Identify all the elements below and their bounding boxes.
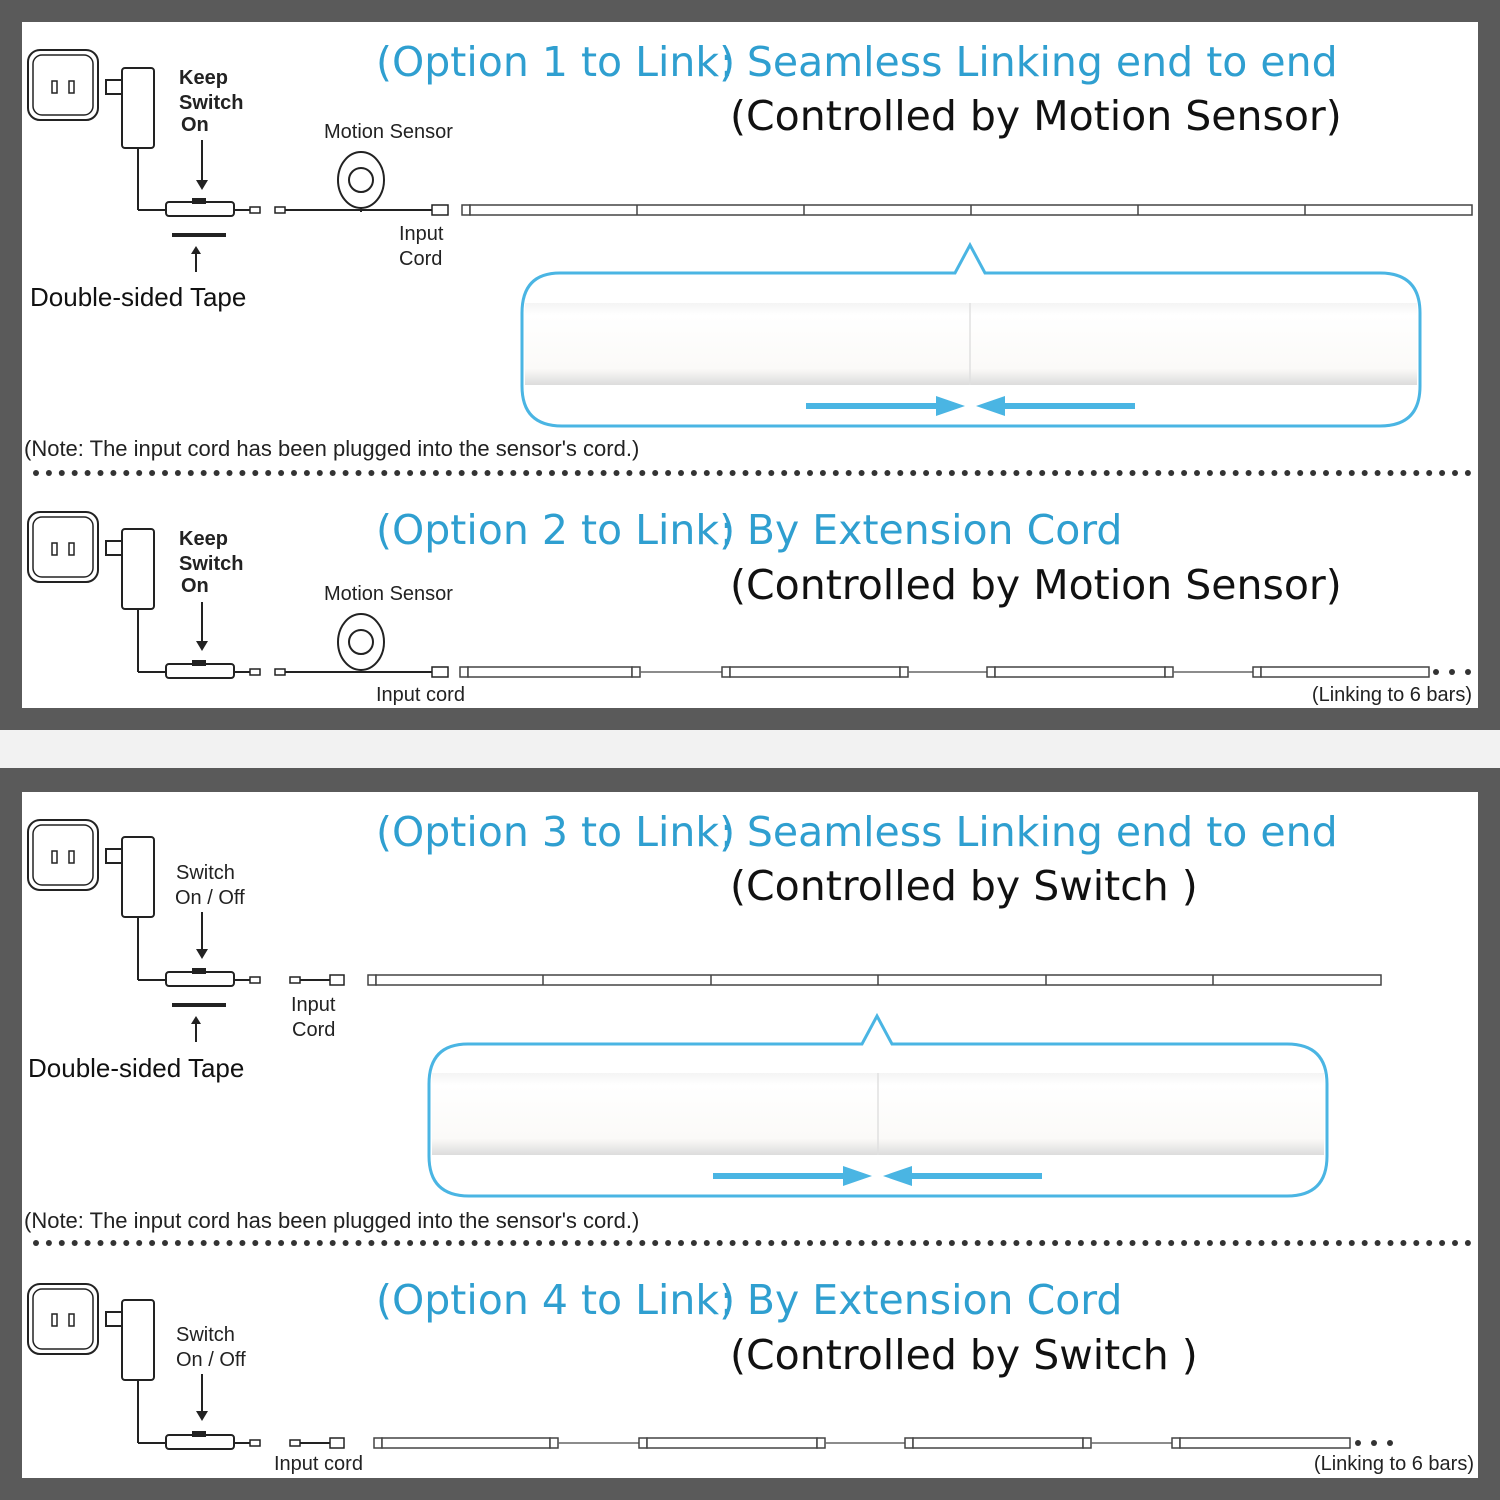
separator-dot	[497, 1240, 503, 1246]
separator-dot	[910, 470, 916, 476]
separator-dot	[1117, 1240, 1123, 1246]
separator-dot	[1336, 470, 1342, 476]
separator-dot	[188, 470, 194, 476]
separator-dot	[1233, 1240, 1239, 1246]
separator-dot	[265, 1240, 271, 1246]
tape-label: Double-sided Tape	[28, 1053, 245, 1083]
control-desc: (Controlled by Motion Sensor)	[730, 561, 1342, 609]
separator-dot	[1323, 470, 1329, 476]
separator-dot	[549, 470, 555, 476]
separator-dot	[85, 1240, 91, 1246]
separator-dot	[1130, 1240, 1136, 1246]
separator-dot	[897, 1240, 903, 1246]
separator-dot	[1207, 470, 1213, 476]
separator-dot	[98, 470, 104, 476]
separator-dot	[807, 1240, 813, 1246]
note-text: (Note: The input cord has been plugged into the sensor's cord.)	[24, 436, 640, 461]
separator-dot	[368, 1240, 374, 1246]
separator-dot	[962, 1240, 968, 1246]
separator-dot	[188, 1240, 194, 1246]
separator-dot	[330, 1240, 336, 1246]
separator-dot	[149, 470, 155, 476]
separator-dot	[1168, 470, 1174, 476]
separator-dot	[755, 470, 761, 476]
separator-dot	[446, 1240, 452, 1246]
separator-dot	[175, 1240, 181, 1246]
separator-dot	[239, 1240, 245, 1246]
separator-dot	[768, 470, 774, 476]
separator-dot	[1388, 470, 1394, 476]
separator-dot	[575, 1240, 581, 1246]
zoom-callout	[522, 245, 1420, 426]
separator-dot	[1413, 1240, 1419, 1246]
separator-dot	[1078, 470, 1084, 476]
control-desc: (Controlled by Switch )	[730, 1331, 1198, 1379]
separator-dot	[33, 470, 39, 476]
separator-dot	[85, 470, 91, 476]
separator-dot	[717, 1240, 723, 1246]
separator-dot	[433, 470, 439, 476]
separator-dot	[381, 470, 387, 476]
separator-dot	[1375, 470, 1381, 476]
control-desc: (Controlled by Switch )	[730, 862, 1198, 910]
separator-dot	[975, 1240, 981, 1246]
separator-dot	[1310, 1240, 1316, 1246]
separator-dot	[859, 470, 865, 476]
separator-dot	[239, 470, 245, 476]
separator-dot	[368, 470, 374, 476]
separator-dot	[1207, 1240, 1213, 1246]
separator-dot	[859, 1240, 865, 1246]
separator-dot	[614, 1240, 620, 1246]
separator-dot	[214, 1240, 220, 1246]
separator-dot	[420, 470, 426, 476]
separator-dot	[1349, 470, 1355, 476]
separator-dot	[1220, 1240, 1226, 1246]
separator-dot	[446, 470, 452, 476]
separator-dot	[485, 470, 491, 476]
control-desc: (Controlled by Motion Sensor)	[730, 92, 1342, 140]
separator-dot	[1439, 1240, 1445, 1246]
separator-dot	[949, 470, 955, 476]
link-desc: : By Extension Cord	[720, 1276, 1123, 1324]
separator-dot	[601, 1240, 607, 1246]
separator-dot	[755, 1240, 761, 1246]
separator-dot	[1078, 1240, 1084, 1246]
separator-dot	[1039, 470, 1045, 476]
separator-dot	[1297, 1240, 1303, 1246]
motion-sensor-icon	[338, 614, 384, 670]
separator-dot	[72, 1240, 78, 1246]
separator-dot	[1065, 470, 1071, 476]
separator-dot	[123, 1240, 129, 1246]
input-cord-label-1: Input	[399, 223, 444, 245]
separator-dot	[1168, 1240, 1174, 1246]
separator-dot	[1117, 470, 1123, 476]
switch-label-2: On / Off	[176, 1349, 246, 1371]
separator-dot	[149, 1240, 155, 1246]
input-cord-label-2: Cord	[292, 1019, 336, 1041]
separator-dot	[394, 1240, 400, 1246]
separator-dot	[562, 1240, 568, 1246]
separator-dot	[136, 470, 142, 476]
separator-dot	[356, 470, 362, 476]
separator-dot	[98, 1240, 104, 1246]
separator-dot	[420, 1240, 426, 1246]
separator-dot	[227, 470, 233, 476]
separator-dot	[1259, 470, 1265, 476]
separator-dot	[356, 1240, 362, 1246]
separator-dot	[510, 1240, 516, 1246]
input-cord-label-2: Cord	[399, 248, 443, 270]
separator-dot	[536, 1240, 542, 1246]
separator-dot	[162, 1240, 168, 1246]
separator-dot	[278, 1240, 284, 1246]
separator-dot	[1181, 470, 1187, 476]
separator-dot	[46, 470, 52, 476]
separator-dot	[278, 470, 284, 476]
separator-dot	[317, 470, 323, 476]
separator-dot	[1400, 1240, 1406, 1246]
separator-dot	[1452, 470, 1458, 476]
switch-label-1: Switch	[176, 862, 235, 884]
separator-dot	[1013, 470, 1019, 476]
separator-dot	[381, 1240, 387, 1246]
separator-dot	[459, 1240, 465, 1246]
separator-dot	[639, 1240, 645, 1246]
separator-dot	[910, 1240, 916, 1246]
switch-label-2: On / Off	[175, 887, 245, 909]
separator-dot	[1362, 470, 1368, 476]
separator-dot	[1271, 470, 1277, 476]
separator-dot	[1091, 470, 1097, 476]
separator-dot	[1001, 470, 1007, 476]
separator-dot	[691, 470, 697, 476]
separator-dot	[1310, 470, 1316, 476]
separator-dot	[227, 1240, 233, 1246]
separator-dot	[459, 470, 465, 476]
separator-dot	[626, 470, 632, 476]
separator-dot	[110, 470, 116, 476]
input-cord-label: Input cord	[376, 684, 465, 706]
separator-dot	[575, 470, 581, 476]
separator-dot	[1323, 1240, 1329, 1246]
separator-dot	[304, 470, 310, 476]
separator-dot	[59, 470, 65, 476]
separator-dot	[265, 470, 271, 476]
separator-dot	[884, 470, 890, 476]
separator-dot	[562, 470, 568, 476]
separator-dot	[1246, 1240, 1252, 1246]
separator-dot	[1194, 1240, 1200, 1246]
separator-dot	[1220, 470, 1226, 476]
separator-dot	[820, 1240, 826, 1246]
separator-dot	[214, 470, 220, 476]
separator-dot	[1465, 470, 1471, 476]
sensor-label: Motion Sensor	[324, 121, 453, 143]
separator-dot	[601, 470, 607, 476]
separator-dot	[846, 1240, 852, 1246]
separator-dot	[1349, 1240, 1355, 1246]
separator-dot	[1246, 470, 1252, 476]
link-desc: : Seamless Linking end to end	[720, 808, 1338, 856]
separator-dot	[1155, 470, 1161, 476]
separator-dot	[652, 1240, 658, 1246]
separator-dot	[975, 470, 981, 476]
separator-dot	[730, 470, 736, 476]
wall-outlet-icon	[28, 50, 98, 120]
separator-dot	[704, 470, 710, 476]
separator-dot	[59, 1240, 65, 1246]
switch-label-2: Switch	[179, 553, 244, 575]
separator-dot	[1426, 470, 1432, 476]
light-bar-chain	[462, 205, 1472, 215]
separator-dot	[110, 1240, 116, 1246]
separator-dot	[1233, 470, 1239, 476]
link-desc: : Seamless Linking end to end	[720, 38, 1338, 86]
separator-dot	[549, 1240, 555, 1246]
separator-dot	[833, 470, 839, 476]
separator-dot	[523, 470, 529, 476]
separator-dot	[1413, 470, 1419, 476]
separator-dot	[1181, 1240, 1187, 1246]
separator-dot	[794, 1240, 800, 1246]
wall-outlet-icon	[28, 1284, 98, 1354]
separator-dot	[201, 1240, 207, 1246]
separator-dot	[704, 1240, 710, 1246]
separator-dot	[743, 1240, 749, 1246]
separator-dot	[962, 470, 968, 476]
separator-dot	[1362, 1240, 1368, 1246]
tape-label: Double-sided Tape	[30, 282, 247, 312]
tape-strip	[172, 233, 226, 237]
separator-dot	[317, 1240, 323, 1246]
separator-dot	[510, 470, 516, 476]
switch-label-2: Switch	[179, 92, 244, 114]
separator-dot	[33, 1240, 39, 1246]
separator-dot	[665, 1240, 671, 1246]
separator-dot	[807, 470, 813, 476]
separator-dot	[652, 470, 658, 476]
separator-dot	[781, 470, 787, 476]
light-bar-chain	[368, 975, 1381, 985]
tape-strip	[172, 1003, 226, 1007]
separator-dot	[1388, 1240, 1394, 1246]
separator-dot	[1013, 1240, 1019, 1246]
separator-dot	[252, 470, 258, 476]
separator-dot	[291, 1240, 297, 1246]
separator-dot	[1142, 470, 1148, 476]
separator-dot	[678, 470, 684, 476]
separator-dot	[72, 470, 78, 476]
wall-outlet-icon	[28, 512, 98, 582]
switch-label-1: Keep	[179, 67, 228, 89]
separator-dot	[343, 470, 349, 476]
separator-dot	[768, 1240, 774, 1246]
zoom-callout	[429, 1016, 1327, 1196]
separator-dot	[1194, 470, 1200, 476]
separator-dot	[923, 1240, 929, 1246]
separator-dot	[485, 1240, 491, 1246]
separator-dot	[123, 470, 129, 476]
separator-dot	[343, 1240, 349, 1246]
separator-dot	[175, 470, 181, 476]
separator-dot	[820, 470, 826, 476]
separator-dot	[588, 470, 594, 476]
separator-dot	[407, 470, 413, 476]
wall-outlet-icon	[28, 820, 98, 890]
separator-dot	[523, 1240, 529, 1246]
separator-dot	[949, 1240, 955, 1246]
separator-dot	[330, 470, 336, 476]
separator-dot	[678, 1240, 684, 1246]
separator-dot	[1259, 1240, 1265, 1246]
separator-dot	[1091, 1240, 1097, 1246]
linking-note: (Linking to 6 bars)	[1311, 684, 1472, 706]
separator-dot	[472, 1240, 478, 1246]
separator-dot	[1336, 1240, 1342, 1246]
separator-dot	[536, 470, 542, 476]
separator-dot	[1026, 470, 1032, 476]
separator-dot	[1026, 1240, 1032, 1246]
separator-dot	[472, 470, 478, 476]
separator-dot	[1052, 1240, 1058, 1246]
separator-dot	[1104, 470, 1110, 476]
separator-dot	[936, 1240, 942, 1246]
panel-gap	[0, 730, 1500, 768]
connector	[432, 205, 448, 215]
separator-dot	[1065, 1240, 1071, 1246]
separator-dot	[1142, 1240, 1148, 1246]
separator-dot	[1439, 470, 1445, 476]
separator-dot	[1284, 1240, 1290, 1246]
separator-dot	[1400, 470, 1406, 476]
separator-dot	[781, 1240, 787, 1246]
separator-dot	[46, 1240, 52, 1246]
separator-dot	[923, 470, 929, 476]
separator-dot	[407, 1240, 413, 1246]
separator-dot	[884, 1240, 890, 1246]
separator-dot	[1130, 470, 1136, 476]
switch-label-1: Keep	[179, 528, 228, 550]
switch-label-1: Switch	[176, 1324, 235, 1346]
separator-dot	[614, 470, 620, 476]
separator-dot	[665, 470, 671, 476]
separator-dot	[897, 470, 903, 476]
option-label: (Option 1 to Link)	[376, 38, 736, 86]
separator-dot	[717, 470, 723, 476]
separator-dot	[1271, 1240, 1277, 1246]
separator-dot	[846, 470, 852, 476]
separator-dot	[291, 470, 297, 476]
option-label: (Option 3 to Link)	[376, 808, 736, 856]
note-text: (Note: The input cord has been plugged into the sensor's cord.)	[24, 1208, 640, 1233]
separator-dot	[162, 470, 168, 476]
separator-dot	[833, 1240, 839, 1246]
separator-dot	[872, 470, 878, 476]
linking-note: (Linking to 6 bars)	[1313, 1453, 1474, 1475]
separator-dot	[691, 1240, 697, 1246]
switch-label-3: On	[181, 575, 209, 597]
separator-dot	[639, 470, 645, 476]
separator-dot	[1284, 470, 1290, 476]
sensor-label: Motion Sensor	[324, 583, 453, 605]
input-cord-label: Input cord	[274, 1453, 363, 1475]
separator-dot	[1426, 1240, 1432, 1246]
separator-dot	[794, 470, 800, 476]
switch-label-3: On	[181, 114, 209, 136]
separator-dot	[936, 470, 942, 476]
separator-dot	[988, 470, 994, 476]
separator-dot	[1452, 1240, 1458, 1246]
separator-dot	[201, 470, 207, 476]
separator-dot	[588, 1240, 594, 1246]
separator-dot	[1155, 1240, 1161, 1246]
separator-dot	[1465, 1240, 1471, 1246]
separator-dot	[988, 1240, 994, 1246]
separator-dot	[1375, 1240, 1381, 1246]
input-cord-label-1: Input	[291, 994, 336, 1016]
separator-dot	[497, 470, 503, 476]
separator-dot	[1104, 1240, 1110, 1246]
separator-dot	[136, 1240, 142, 1246]
separator-dot	[730, 1240, 736, 1246]
separator-dot	[1039, 1240, 1045, 1246]
separator-dot	[626, 1240, 632, 1246]
separator-dot	[872, 1240, 878, 1246]
separator-dot	[1052, 470, 1058, 476]
option-label: (Option 4 to Link)	[376, 1276, 736, 1324]
link-desc: : By Extension Cord	[720, 506, 1123, 554]
separator-dot	[743, 470, 749, 476]
option-label: (Option 2 to Link)	[376, 506, 736, 554]
separator-dot	[394, 470, 400, 476]
separator-dot	[252, 1240, 258, 1246]
separator-dot	[1001, 1240, 1007, 1246]
separator-dot	[1297, 470, 1303, 476]
separator-dot	[433, 1240, 439, 1246]
separator-dot	[304, 1240, 310, 1246]
